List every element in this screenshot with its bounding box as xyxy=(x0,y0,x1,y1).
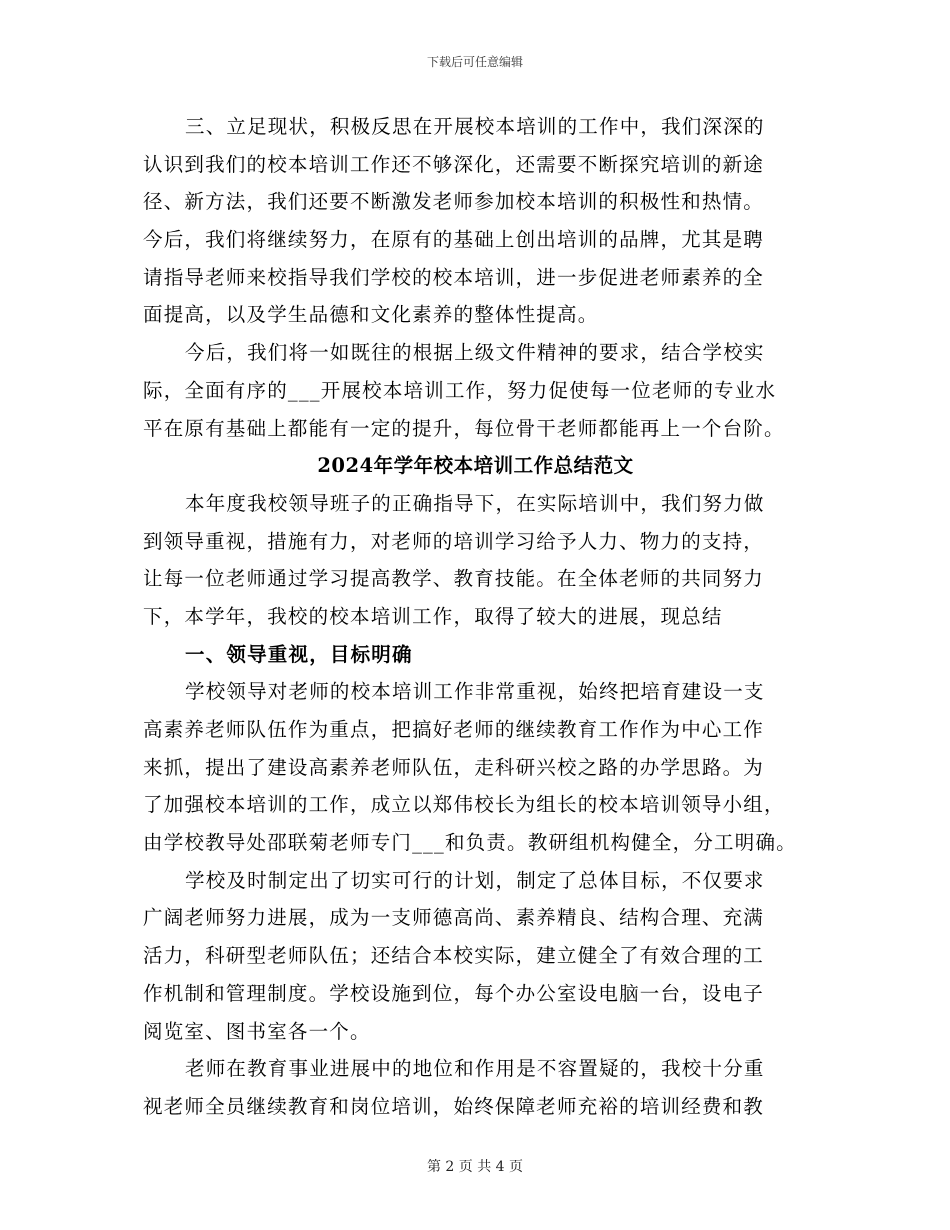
section-heading: 一、领导重视，目标明确 xyxy=(185,642,413,666)
text-line: 由学校教导处邵联菊老师专门___和负责。教研组机构健全，分工明确。 xyxy=(143,831,797,855)
text-line: 让每一位老师通过学习提高教学、教育技能。在全体老师的共同努力 xyxy=(143,567,765,591)
text-line: 径、新方法，我们还要不断激发老师参加校本培训的积极性和热情。 xyxy=(143,190,765,214)
text-line: 作机制和管理制度。学校设施到位，每个办公室设电脑一台，设电子 xyxy=(143,981,765,1005)
text-line: 高素养老师队伍作为重点，把搞好老师的继续教育工作作为中心工作 xyxy=(143,718,765,741)
text-line: 平在原有基础上都能有一定的提升，每位骨干老师都能再上一个台阶。 xyxy=(143,416,785,440)
text-line: 今后，我们将继续努力，在原有的基础上创出培训的品牌，尤其是聘 xyxy=(143,228,765,252)
paragraph-first-line: 老师在教育事业进展中的地位和作用是不容置疑的，我校十分重 xyxy=(185,1057,765,1081)
text-line: 下，本学年，我校的校本培训工作，取得了较大的进展，现总结 xyxy=(143,604,723,628)
text-line: 面提高，以及学生品德和文化素养的整体性提高。 xyxy=(143,303,599,327)
text-line: 到领导重视，措施有力，对老师的培训学习给予人力、物力的支持， xyxy=(143,529,765,553)
document-body xyxy=(143,108,808,1126)
text-line: 视老师全员继续教育和岗位培训，始终保障老师充裕的培训经费和教 xyxy=(143,1094,765,1118)
text-line: 了加强校本培训的工作，成立以郑伟校长为组长的校本培训领导小组， xyxy=(143,793,785,817)
paragraph-first-line: 本年度我校领导班子的正确指导下，在实际培训中，我们努力做 xyxy=(185,491,765,515)
section-title: 2024年学年校本培训工作总结范文 xyxy=(317,454,634,478)
text-line: 认识到我们的校本培训工作还不够深化，还需要不断探究培训的新途 xyxy=(143,152,765,176)
paragraph-first-line: 今后，我们将一如既往的根据上级文件精神的要求，结合学校实 xyxy=(185,341,765,365)
paragraph-first-line: 三、立足现状，积极反思在开展校本培训的工作中，我们深深的 xyxy=(185,115,765,138)
paragraph-first-line: 学校领导对老师的校本培训工作非常重视，始终把培育建设一支 xyxy=(185,680,765,704)
text-line: 际，全面有序的___开展校本培训工作，努力促使每一位老师的专业水 xyxy=(143,378,777,402)
text-line: 来抓，提出了建设高素养老师队伍，走科研兴校之路的办学思路。为 xyxy=(143,755,765,779)
page-header: 下载后可任意编辑 xyxy=(426,55,523,69)
text-line: 阅览室、图书室各一个。 xyxy=(143,1019,371,1043)
text-line: 请指导老师来校指导我们学校的校本培训，进一步促进老师素养的全 xyxy=(143,265,765,289)
text-line: 广阔老师努力进展，成为一支师德高尚、素养精良、结构合理、充满 xyxy=(143,906,765,930)
page-footer: 第 2 页 共 4 页 xyxy=(426,1159,524,1175)
paragraph-first-line: 学校及时制定出了切实可行的计划，制定了总体目标，不仅要求 xyxy=(185,868,765,892)
text-line: 活力，科研型老师队伍；还结合本校实际，建立健全了有效合理的工 xyxy=(143,944,765,968)
